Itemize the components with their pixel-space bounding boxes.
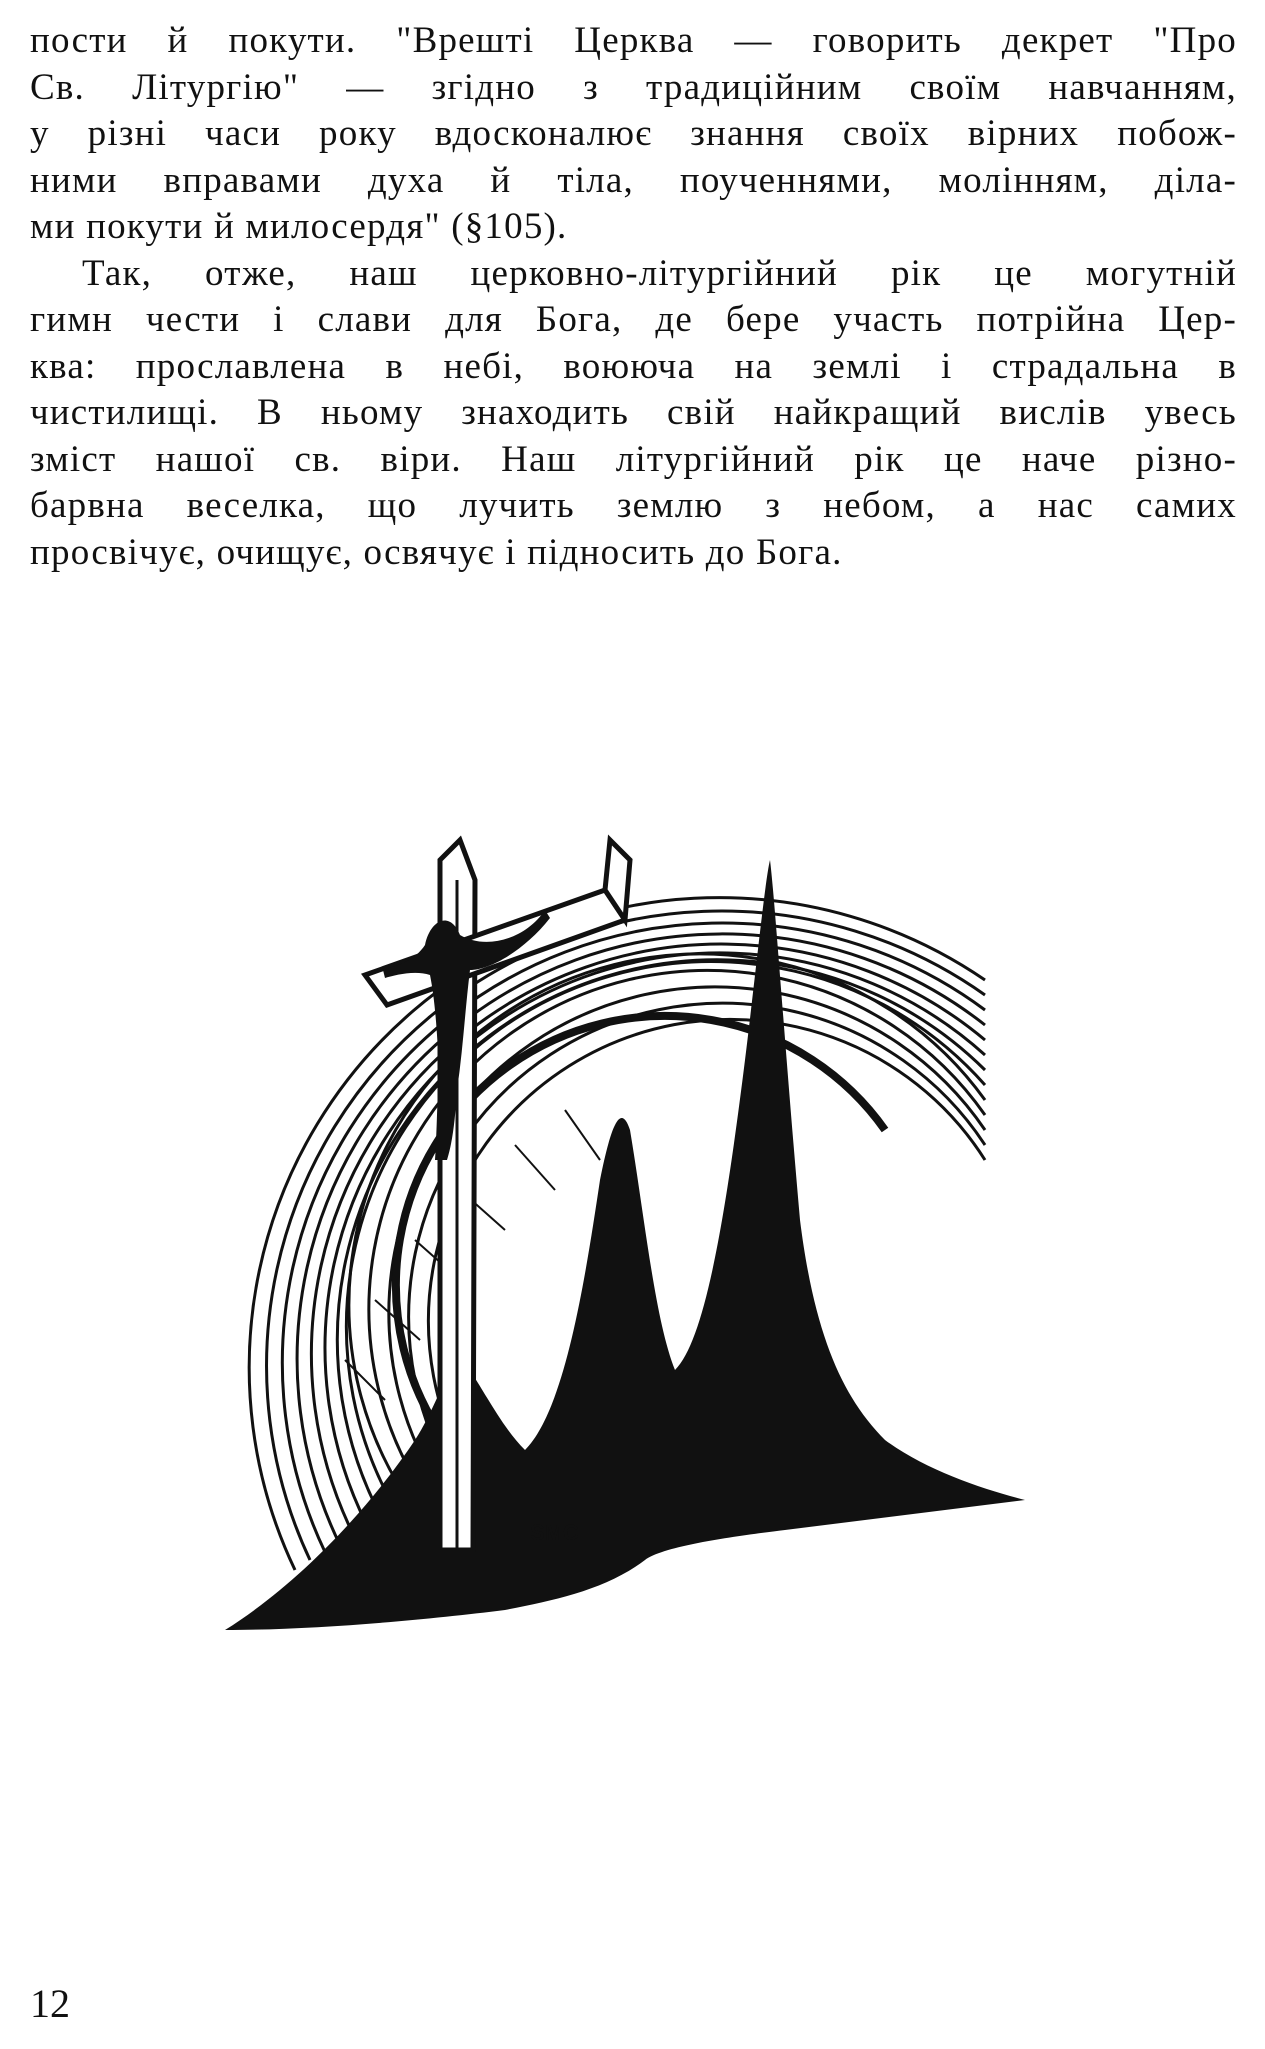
text-line: Св. Літургію" — згідно з традиційним своїм навчанням, — [30, 66, 1237, 108]
text-line: у різні часи року вдосконалює знання своїх вірних побож- — [30, 113, 1237, 154]
paragraph-1 — [30, 18, 1237, 251]
text-line: чистилищі. В ньому знаходить свій найкращий вислів увесь — [30, 392, 1237, 433]
text-line: зміст нашої св. віри. Наш літургійний рік це наче різно- — [30, 438, 1237, 480]
text-line: ква: прославлена в небі, воююча на землі і страдальна в — [30, 345, 1237, 387]
text-line: барвна веселка, що лучить землю з небом, а нас самих — [30, 485, 1237, 526]
text-line: ними вправами духа й тіла, поученнями, молінням, діла- — [30, 159, 1237, 201]
page-number: 12 — [30, 1981, 70, 2026]
text-line: просвічує, очищує, освячує і підносить до Бога. — [30, 531, 843, 573]
crucifix-over-peaks-icon — [225, 800, 1225, 1760]
illustration-svg — [225, 800, 1225, 1760]
text-line: гимн чести і слави для Бога, де бере участь потрійна Цер- — [30, 299, 1237, 340]
text-line: ми покути й милосердя" (§105). — [30, 206, 568, 247]
artist-signature — [530, 1520, 579, 1545]
body-text — [30, 18, 1237, 576]
text-line: пости й покути. "Врешті Церква — говорить декрет "Про — [30, 20, 1237, 61]
paragraph-2 — [30, 251, 1237, 577]
signature-text: SMC — [530, 1520, 579, 1545]
text-line: Так, отже, наш церковно-літургійний рік це могутній — [82, 252, 1237, 294]
